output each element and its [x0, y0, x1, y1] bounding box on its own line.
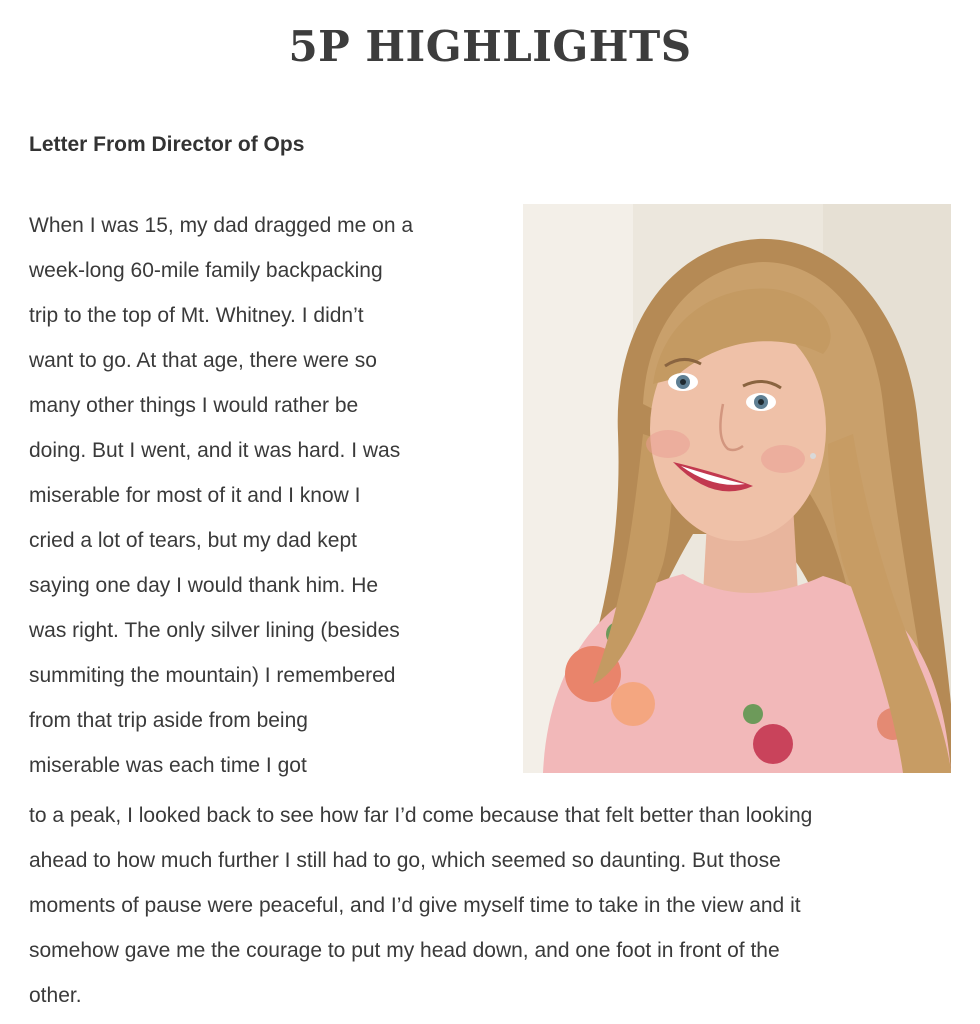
- text-line: somehow gave me the courage to put my head down, and one foot in front of the: [29, 939, 780, 962]
- text-line: from that trip aside from being: [29, 709, 308, 732]
- text-line: summiting the mountain) I remembered: [29, 664, 396, 687]
- text-line: to a peak, I looked back to see how far I’d come because that felt better than looking: [29, 804, 813, 827]
- article-heading: Letter From Director of Ops: [29, 133, 305, 156]
- text-line: doing. But I went, and it was hard. I was: [29, 439, 401, 462]
- article-paragraph-beside-photo: [29, 203, 499, 788]
- page-title: 5P HIGHLIGHTS: [288, 22, 692, 71]
- text-line: miserable for most of it and I know I: [29, 484, 361, 507]
- text-line: want to go. At that age, there were so: [29, 349, 377, 372]
- text-line: trip to the top of Mt. Whitney. I didn’t: [29, 304, 364, 327]
- text-line: week-long 60-mile family backpacking: [29, 259, 383, 282]
- text-line: ahead to how much further I still had to go, which seemed so daunting. But those: [29, 849, 781, 872]
- text-line: moments of pause were peaceful, and I’d give myself time to take in the view and it: [29, 894, 801, 917]
- text-line: other.: [29, 984, 82, 1007]
- text-line: was right. The only silver lining (besides: [29, 619, 400, 642]
- portrait-photo: [523, 204, 951, 773]
- text-line: saying one day I would thank him. He: [29, 574, 379, 597]
- text-line: many other things I would rather be: [29, 394, 359, 417]
- text-line: miserable was each time I got: [29, 754, 307, 777]
- article-paragraph-full-width: [29, 793, 954, 1018]
- text-line: cried a lot of tears, but my dad kept: [29, 529, 358, 552]
- text-line: When I was 15, my dad dragged me on a: [29, 214, 414, 237]
- portrait-illustration: [523, 204, 951, 773]
